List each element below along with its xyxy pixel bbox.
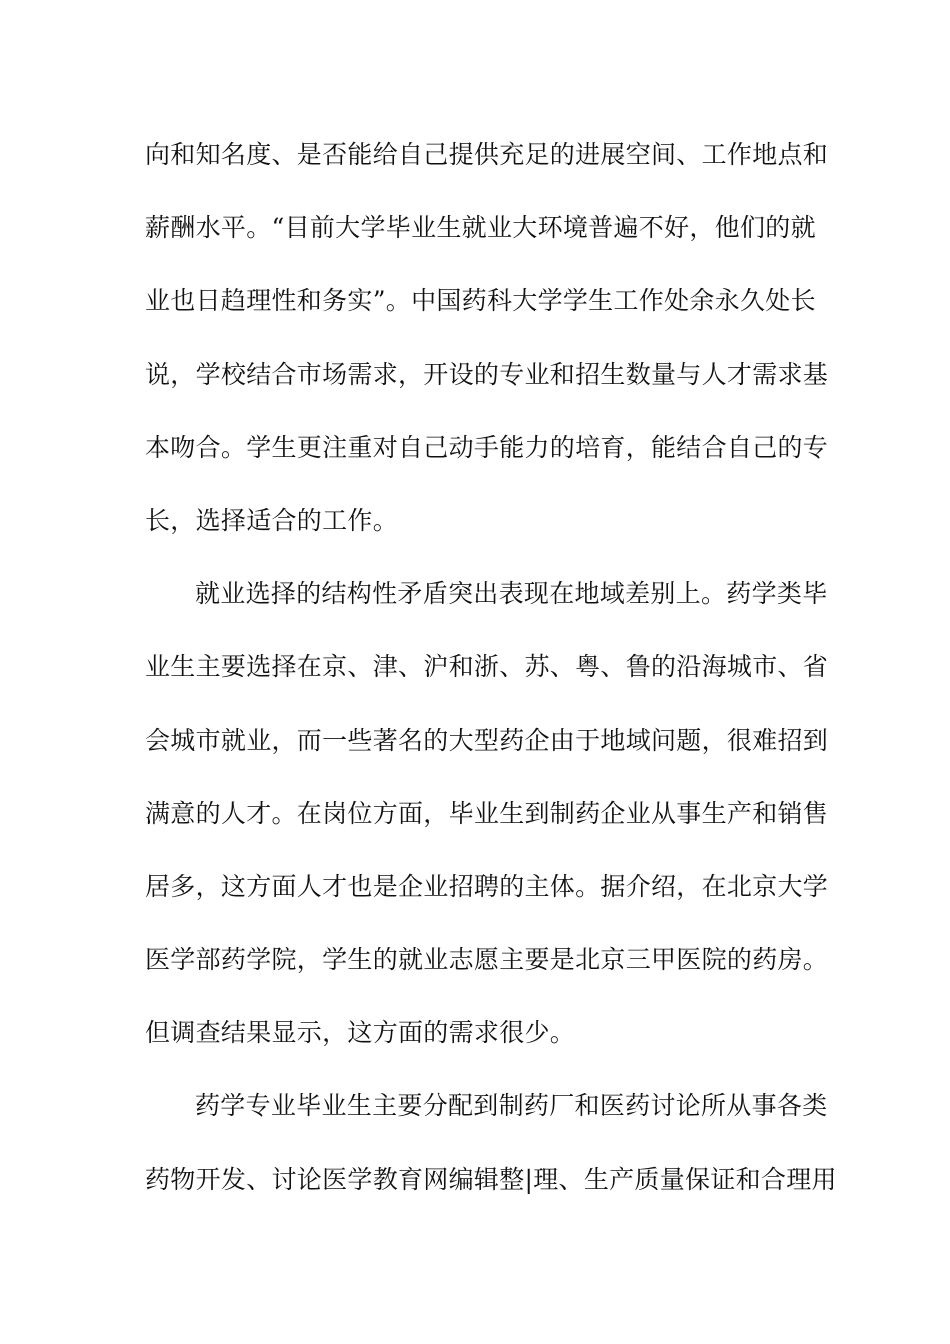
paragraph-first-line: 就业选择的结构性矛盾突出表现在地域差别上。药学类毕: [195, 579, 828, 609]
text-line: 业生主要选择在京、津、沪和浙、苏、粤、鲁的沿海城市、省: [145, 652, 829, 682]
paragraph-first-line: 药学专业毕业生主要分配到制药厂和医药讨论所从事各类: [195, 1091, 828, 1121]
text-line: 业也日趋理性和务实”。中国药科大学学生工作处余永久处长: [145, 286, 816, 316]
text-line: 本吻合。学生更注重对自己动手能力的培育，能结合自己的专: [145, 432, 829, 462]
document-body: [145, 133, 837, 1231]
text-line: 满意的人才。在岗位方面，毕业生到制药企业从事生产和销售: [145, 798, 829, 828]
text-line: 向和知名度、是否能给自己提供充足的进展空间、工作地点和: [145, 140, 829, 169]
text-line: 药物开发、讨论医学教育网编辑整|理、生产质量保证和合理用: [145, 1164, 837, 1194]
text-line: 会城市就业，而一些著名的大型药企由于地域问题，很难招到: [145, 725, 829, 755]
text-line: 说，学校结合市场需求，开设的专业和招生数量与人才需求基: [145, 359, 829, 389]
text-line: 医学部药学院，学生的就业志愿主要是北京三甲医院的药房。: [145, 945, 829, 975]
text-line: 长，选择适合的工作。: [145, 505, 399, 535]
text-line: 薪酬水平。“目前大学毕业生就业大环境普遍不好，他们的就: [145, 213, 816, 243]
text-line: 居多，这方面人才也是企业招聘的主体。据介绍，在北京大学: [145, 871, 829, 901]
text-line: 但调查结果显示，这方面的需求很少。: [145, 1018, 576, 1048]
